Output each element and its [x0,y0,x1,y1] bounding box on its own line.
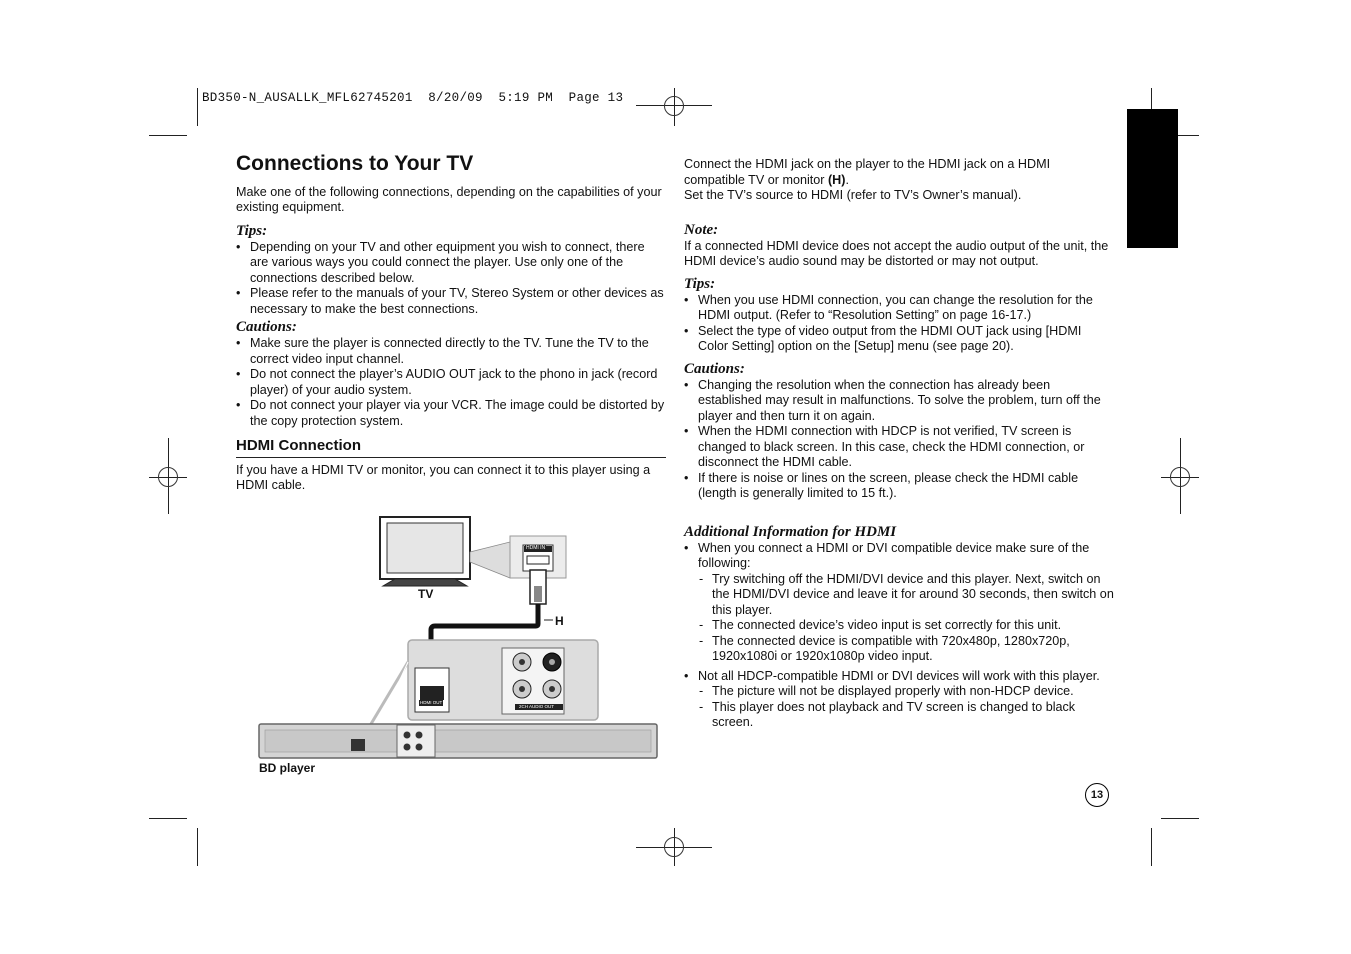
section-tab [1127,109,1178,248]
hdmi-out-label: HDMI OUT [420,700,443,705]
tips-heading-right: Tips: [684,275,716,292]
bd-player-illustration [259,724,657,758]
cautions-list-right [684,378,1114,502]
right-intro-line2: Set the TV’s source to HDMI (refer to TV’s Owner’s manual). [684,188,1022,202]
list-item: - The connected device is compatible with 720x480p, 1280x720p, 1920x1080i or 1920x1080p video input. [698,634,1114,665]
right-intro-text: Connect the HDMI jack on the player to the HDMI jack on a HDMI compatible TV or monitor (H). [684,157,1051,187]
player-back-panel [408,640,598,720]
hdmi-intro-text: If you have a HDMI TV or monitor, you can connect it to this player using a HDMI cable. [236,462,651,492]
list-item: • Changing the resolution when the connection has already been established may result in malfunctions. To solve the problem, turn off the player and then turn it on again. [684,378,1114,425]
print-header: BD350-N_AUSALLK_MFL62745201 8/20/09 5:19 PM Page 13 [202,91,624,105]
list-item: - The connected device’s video input is set correctly for this unit. [698,618,1114,634]
list-item: • Depending on your TV and other equipment you wish to connect, there are various ways you could connect the player. Use only one of the connections described below. [236,240,666,287]
left-column [236,152,666,494]
hdmi-in-label: HDMI IN [526,545,546,551]
note-text: If a connected HDMI device does not accept the audio output of the unit, the HDMI device’s audio sound may be distorted or may not output. [684,238,1109,268]
hdmi-connection-heading: HDMI Connection [236,438,666,458]
hdmi-in-panel [470,536,566,578]
additional-info-list [684,541,1114,731]
tips-heading: Tips: [236,222,268,239]
list-item: - This player does not playback and TV screen is changed to black screen. [698,700,1114,731]
list-item: • If there is noise or lines on the screen, please check the HDMI cable (length is generally limited to 15 ft.). [684,471,1114,502]
list-item: • Please refer to the manuals of your TV, Stereo System or other devices as necessary to make the best connections. [236,286,666,317]
page-title: Connections to Your TV [236,152,474,175]
list-item: • When the HDMI connection with HDCP is not verified, TV screen is changed to black screen. In this case, check the HDMI connection, or disconnect the HDMI cable. [684,424,1114,471]
additional-info-heading: Additional Information for HDMI [684,523,897,540]
list-item: • Do not connect the player’s AUDIO OUT jack to the phono in jack (record player) of your audio system. [236,367,666,398]
note-heading: Note: [684,221,719,238]
audio-out-label: 2CH AUDIO OUT [519,704,555,709]
cautions-list [236,336,666,429]
cautions-heading-right: Cautions: [684,360,745,377]
list-item: - The picture will not be displayed properly with non-HDCP device. [698,684,1114,700]
list-item: • Not all HDCP-compatible HDMI or DVI devices will work with this player. - The picture will not be displayed properly with non-HDCP device. - This player does not playback and TV screen is changed to black screen. [684,669,1114,731]
page-number: 13 [1085,783,1109,807]
list-item: • Select the type of video output from the HDMI OUT jack using [HDMI Color Setting] option on the [Setup] menu (see page 20). [684,324,1114,355]
tv-illustration [380,517,470,586]
tips-list [236,240,666,318]
hdmi-connection-diagram [255,512,665,764]
sub-list [698,572,1114,665]
list-item: - Try switching off the HDMI/DVI device and this player. Next, switch on the HDMI/DVI device and leave it for around 30 seconds, then switch on this player. [698,572,1114,619]
list-item: • Make sure the player is connected directly to the TV. Tune the TV to the correct video input channel. [236,336,666,367]
tips-list-right [684,293,1114,355]
right-column [684,157,1114,731]
bd-player-label: BD player [259,761,316,775]
list-item: • When you use HDMI connection, you can change the resolution for the HDMI output. (Refer to “Resolution Setting” on page 16-17.) [684,293,1114,324]
cable-label: H [555,614,564,628]
tv-label: TV [418,587,434,601]
cautions-heading: Cautions: [236,319,297,335]
sub-list [698,684,1114,731]
intro-text: Make one of the following connections, depending on the capabilities of your existing equipment. [236,184,662,214]
list-item: • Do not connect your player via your VCR. The image could be distorted by the copy protection system. [236,398,666,429]
list-item: • When you connect a HDMI or DVI compatible device make sure of the following: - Try switching off the HDMI/DVI device and this player. Next, switch on the HDMI/DVI device and leave it for around 30 seconds, then switch on this player. - The connected device’s video input is set correctly for this unit. - The connected device is compatible with 720x480p, 1280x720p, 1920x1080i or 1920x1080p video input. [684,541,1114,665]
